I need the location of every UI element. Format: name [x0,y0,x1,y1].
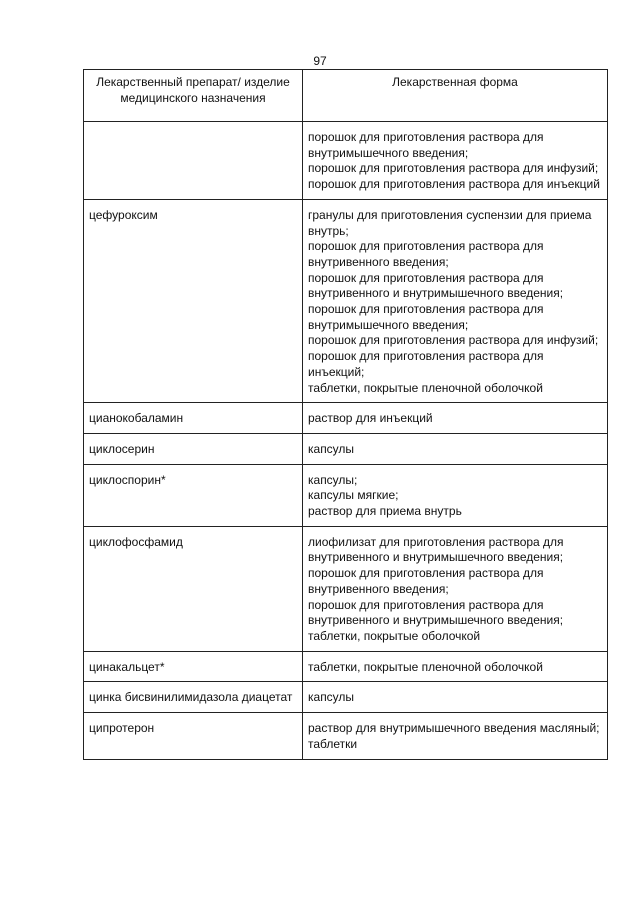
page-number: 97 [313,54,327,68]
dosage-form-line: таблетки [308,736,358,751]
table-body [84,122,608,760]
dosage-form-cell [303,122,608,200]
table-row [84,199,608,402]
table-header-row [84,70,608,122]
drug-name-cell [84,122,303,200]
table-row [84,122,608,200]
dosage-form-cell [303,526,608,651]
dosage-form-line: порошок для приготовления раствора для внутривенного и внутримышечного введения; [308,270,564,301]
dosage-form-line: таблетки, покрытые оболочкой [308,628,481,643]
table-row [84,433,608,464]
dosage-form-line: раствор для приема внутрь [308,504,462,519]
drug-name-cell: циклофосфамид [84,526,303,651]
dosage-form-line: таблетки, покрытые пленочной оболочкой [308,659,543,674]
drug-name-cell: циклосерин [84,433,303,464]
dosage-form-line: капсулы [308,690,355,705]
dosage-form-cell [303,199,608,402]
dosage-form-line: порошок для приготовления раствора для инфузий; [308,161,599,176]
header-drug-name: Лекарственный препарат/ изделие медицинского назначения [84,70,303,122]
dosage-form-cell [303,713,608,759]
dosage-form-cell [303,651,608,682]
dosage-form-cell [303,433,608,464]
dosage-form-line: раствор для инъекций [308,411,433,426]
dosage-form-line: порошок для приготовления раствора для внутривенного и внутримышечного введения; [308,597,564,628]
dosage-form-line: порошок для приготовления раствора для внутривенного введения; [308,239,544,269]
table-row [84,651,608,682]
table-row [84,682,608,713]
dosage-form-line: таблетки, покрытые пленочной оболочкой [308,380,543,395]
table-row [84,713,608,759]
dosage-form-cell [303,464,608,526]
drug-name-cell: цинакальцет* [84,651,303,682]
drug-form-table [83,69,608,760]
drug-name-cell: цефуроксим [84,199,303,402]
table-row [84,403,608,434]
header-dosage-form: Лекарственная форма [303,70,608,122]
drug-name-cell: цинка бисвинилимидазола диацетат [84,682,303,713]
dosage-form-line: порошок для приготовления раствора для внутривенного введения; [308,566,544,596]
dosage-form-line: порошок для приготовления раствора для инъекций [308,177,600,192]
dosage-form-cell [303,403,608,434]
dosage-form-line: гранулы для приготовления суспензии для приема внутрь; [308,207,592,238]
dosage-form-line: порошок для приготовления раствора для инфузий; [308,333,599,348]
dosage-form-line: капсулы мягкие; [308,488,399,503]
dosage-form-line: капсулы; [308,472,358,487]
dosage-form-line: лиофилизат для приготовления раствора для внутривенного и внутримышечного введения; [308,534,564,565]
table-row [84,464,608,526]
dosage-form-line: порошок для приготовления раствора для внутримышечного введения; [308,130,544,160]
dosage-form-line: порошок для приготовления раствора для инъекций; [308,349,544,379]
dosage-form-line: раствор для внутримышечного введения масляный; [308,721,600,736]
dosage-form-line: порошок для приготовления раствора для внутримышечного введения; [308,302,544,332]
drug-name-cell: цианокобаламин [84,403,303,434]
dosage-form-line: капсулы [308,441,355,456]
drug-name-cell: циклоспорин* [84,464,303,526]
drug-name-cell: ципротерон [84,713,303,759]
table-row [84,526,608,651]
dosage-form-cell [303,682,608,713]
